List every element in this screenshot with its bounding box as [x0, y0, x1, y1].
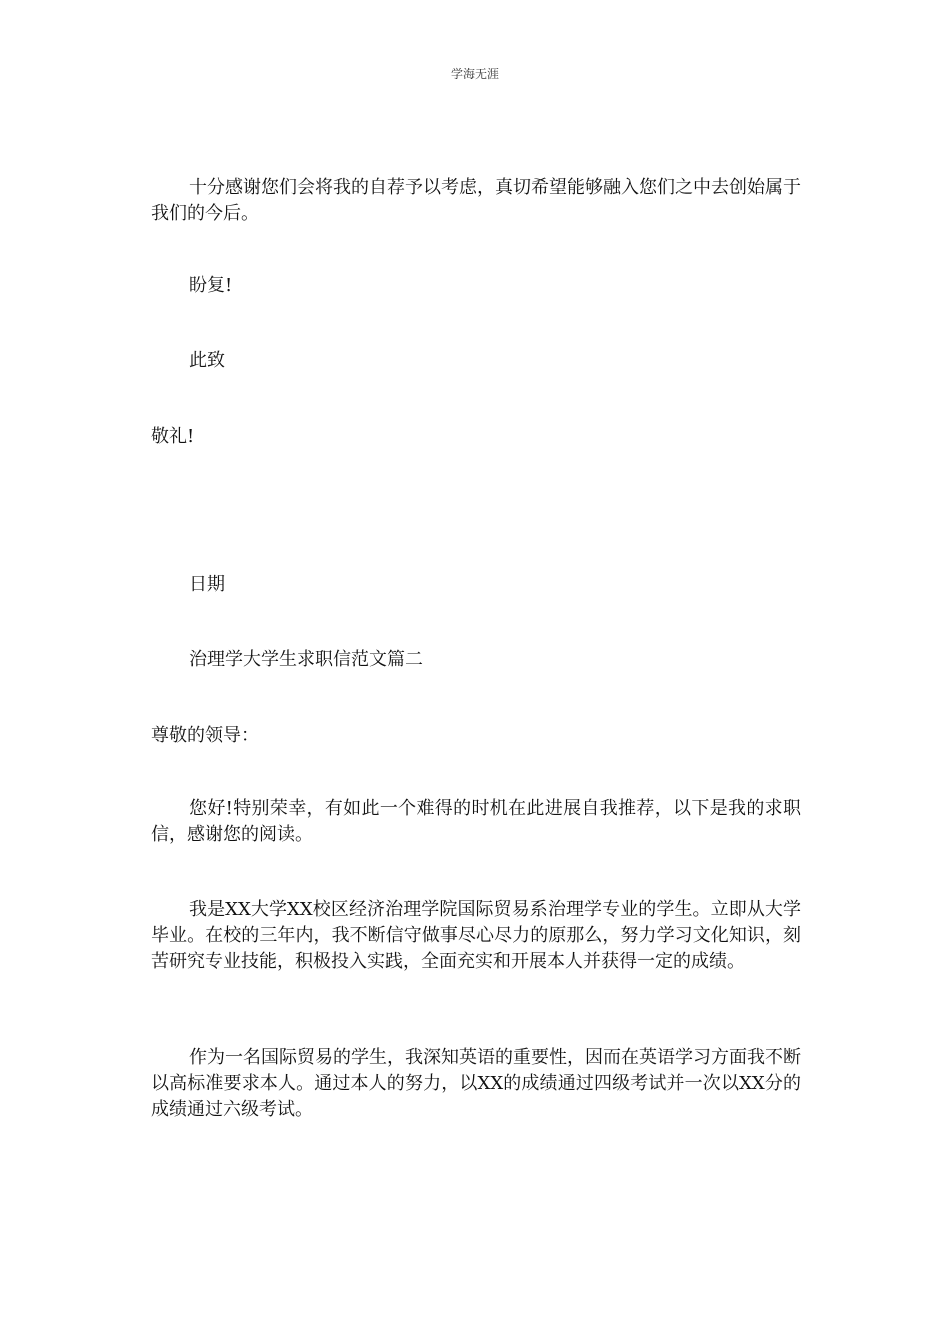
- english-skills-paragraph: 作为一名国际贸易的学生，我深知英语的重要性，因而在英语学习方面我不断以高标准要求本人。通过本人的努力，以XX的成绩通过四级考试并一次以XX分的成绩通过六级考试。: [151, 1047, 801, 1120]
- jing-li-line: 敬礼!: [151, 426, 195, 447]
- page-header: 学海无涯: [450, 67, 499, 81]
- date-line: 日期: [189, 574, 225, 595]
- closing-paragraph: 十分感谢您们会将我的自荐予以考虑，真切希望能够融入您们之中去创始属于我们的今后。: [151, 177, 801, 224]
- ci-zhi-line: 此致: [189, 350, 225, 371]
- section-title: 治理学大学生求职信范文篇二: [189, 649, 423, 670]
- await-reply-line: 盼复!: [189, 275, 233, 296]
- greeting-paragraph: 您好!特别荣幸，有如此一个难得的时机在此进展自我推荐，以下是我的求职信，感谢您的阅读。: [151, 798, 801, 845]
- introduction-paragraph: 我是XX大学XX校区经济治理学院国际贸易系治理学专业的学生。立即从大学毕业。在校的三年内，我不断信守做事尽心尽力的原那么，努力学习文化知识，刻苦研究专业技能，积极投入实践，全面充实和开展本人并获得一定的成绩。: [151, 899, 801, 972]
- salutation-line: 尊敬的领导：: [151, 725, 259, 746]
